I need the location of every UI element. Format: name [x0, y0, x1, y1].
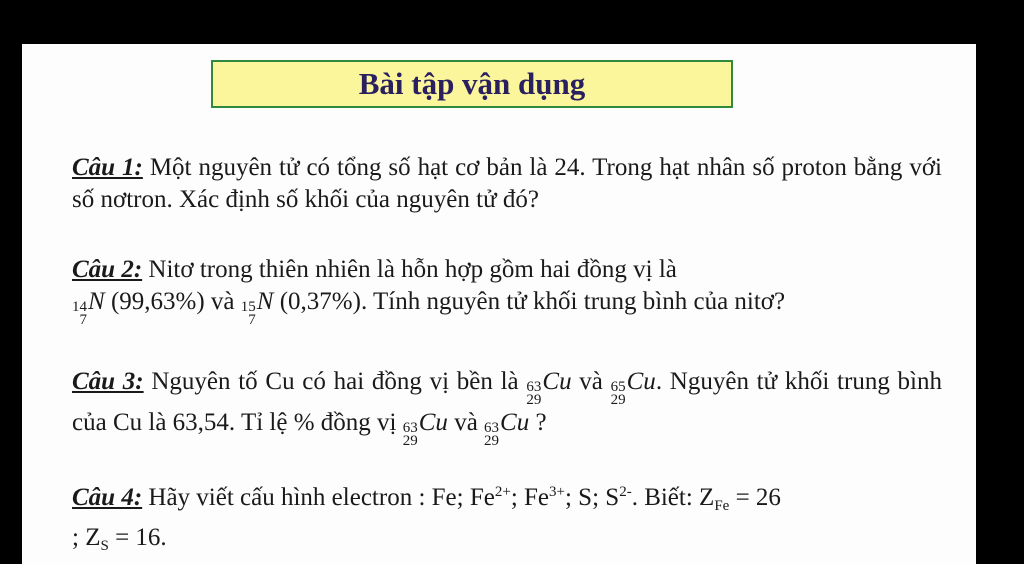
- isotope-z: 29: [402, 433, 418, 449]
- question-2-label: Câu 2:: [72, 256, 143, 283]
- slide-title: Bài tập vận dụng: [358, 66, 586, 101]
- question-2-pct2: (0,37%).: [273, 288, 368, 315]
- zfe-value: = 26: [729, 484, 781, 511]
- fe2-charge: 2+: [494, 484, 511, 500]
- isotope-z: 7: [248, 312, 256, 328]
- question-4: [72, 476, 942, 562]
- question-3-and-2: và: [447, 409, 485, 436]
- question-4-text-b: . Biết: Z: [631, 484, 715, 511]
- fe3-charge: 3+: [549, 484, 565, 500]
- isotope-mass: 15: [240, 299, 256, 315]
- isotope-symbol: Cu: [542, 368, 572, 395]
- question-3-text-a: Nguyên tố Cu có hai đồng vị bền là: [143, 368, 527, 395]
- question-2-text-a: Nitơ trong thiên nhiên là hỗn hợp gồm hai đồng vị là: [142, 256, 677, 283]
- question-1-text: Một nguyên tử có tổng số hạt cơ bản là 24. Trong hạt nhân số proton bằng với số nơtron. Xác định số khối của nguyên tử đó?: [72, 154, 942, 213]
- question-4-text-a: Hãy viết cấu hình electron : Fe; Fe: [142, 484, 495, 511]
- isotope-symbol: Cu: [626, 368, 656, 395]
- isotope-n14: [72, 286, 105, 327]
- zfe-subscript: Fe: [714, 498, 730, 514]
- isotope-symbol: N: [256, 288, 274, 315]
- isotope-mass: 63: [484, 420, 500, 436]
- isotope-z: 7: [79, 312, 87, 328]
- question-4-label: Câu 4:: [72, 484, 143, 511]
- question-3-label: Câu 3:: [72, 368, 144, 395]
- isotope-symbol: Cu: [500, 409, 530, 436]
- isotope-mass: 63: [526, 379, 542, 395]
- isotope-cu63-c: [484, 407, 529, 448]
- isotope-mass: 65: [610, 379, 626, 395]
- isotope-cu63: [526, 366, 571, 407]
- question-2-and: và: [204, 288, 241, 315]
- isotope-mass: 63: [402, 420, 418, 436]
- question-3-text-c: ?: [529, 409, 547, 436]
- title-box: [211, 60, 733, 108]
- isotope-cu65: [611, 366, 656, 407]
- question-3: [72, 366, 942, 448]
- slide: [22, 44, 976, 564]
- question-4-sep2: ; S; S: [564, 484, 620, 511]
- isotope-n15: [241, 286, 274, 327]
- question-2-pct1: (99,63%): [104, 288, 205, 315]
- zs-subscript: S: [100, 538, 109, 554]
- isotope-symbol: N: [88, 288, 105, 315]
- isotope-symbol: Cu: [418, 409, 448, 436]
- isotope-z: 29: [610, 392, 626, 408]
- question-4-text-c: ; Z: [72, 524, 101, 551]
- s2-charge: 2-: [619, 484, 632, 500]
- question-3-and: và: [571, 368, 611, 395]
- question-4-sep1: ; Fe: [510, 484, 550, 511]
- isotope-cu63-b: [403, 407, 448, 448]
- isotope-z: 29: [526, 392, 542, 408]
- isotope-mass: 14: [72, 299, 87, 315]
- question-2-text-b: Tính nguyên tử khối trung bình của nitơ?: [367, 288, 786, 315]
- question-1: [72, 152, 942, 216]
- zs-value: = 16.: [108, 524, 167, 551]
- question-3-text-b: . Nguyên tử khối trung bình của Cu là 63,54. Tỉ lệ % đồng vị: [72, 368, 942, 436]
- question-1-label: Câu 1:: [72, 154, 143, 181]
- isotope-z: 29: [484, 433, 500, 449]
- question-2: [72, 254, 942, 327]
